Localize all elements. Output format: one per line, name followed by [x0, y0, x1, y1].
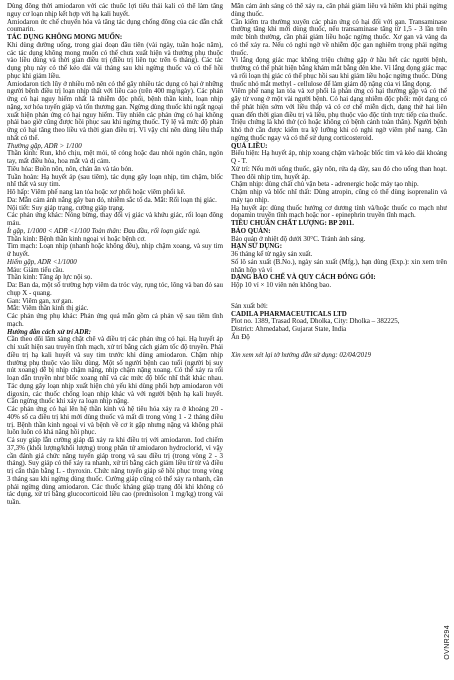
left-paragraph: Tiêu hóa: Buồn nôn, nôn, chán ăn và táo bón.	[7, 164, 134, 173]
left-subheading: Hướng dẫn cách xử trí ADR:	[7, 327, 92, 336]
left-paragraph: Thần kinh: Run, khó chịu, mệt mỏi, tê cóng hoặc đau nhói ngón chân, ngón tay, mất điều hòa, hoa mắt và dị cảm.	[7, 149, 223, 165]
right-paragraph: Viêm phế nang lan tỏa và xơ phổi là phản ứng có hại thường gặp và có thể gây tử vong ở một vài người bệnh. Có hai dạng nhiễm độc phổi: một dạng có thể phát hiện sớm với liều thấp và có cơ chế miễn dịch, dạng thứ hai liên quan đến thời gian điều trị và liều, phụ thuộc vào độc tính trực tiếp của thuốc. Triệu chứng là khó thở (có hoặc không có bệnh cảnh toàn thân). Người bệnh khó thở cần được kiểm tra kỹ lưỡng khi có nghi ngờ viêm phế nang. Cần ngừng thuốc ngay và có thể sử dụng corticosteroid.	[231, 87, 447, 142]
right-paragraph: Vì lắng đọng giác mạc không triệu chứng gặp ở hầu hết các người bệnh, thường có thể phát hiện bằng khám mắt bằng đèn khe. Vì lắng đọng giác mạc và rối loạn thị giác có thể phục hồi sau khi giảm liều hoặc ngừng thuốc. Dùng thuốc nhỏ mắt methyl - cellulose để làm giảm độ nặng của vi lắng đọng.	[231, 56, 447, 88]
left-subheading: Hiếm gặp, ADR <1/1000	[7, 257, 77, 266]
right-column	[231, 3, 447, 680]
left-paragraph: Thần kinh: Tăng áp lực nội sọ.	[7, 273, 93, 282]
right-section-heading: DẠNG BÀO CHẾ VÀ QUY CÁCH ĐÓNG GÓI:	[231, 273, 376, 282]
left-paragraph: Mắt: Viêm thần kinh thị giác.	[7, 304, 89, 313]
left-paragraph: Nội tiết: Suy giáp trạng, cường giáp trạng.	[7, 203, 125, 212]
left-subheading: Ít gặp, 1/1000 < ADR <1/100 Toàn thân: Đau đầu, rối loạn giấc ngủ.	[7, 226, 201, 235]
left-paragraph: Da: Mẫn cảm ánh nắng gây ban đỏ, nhiễm sắc tố da. Mắt: Rối loạn thị giác.	[7, 195, 217, 204]
left-column	[7, 3, 223, 680]
left-section-heading: TÁC DỤNG KHÔNG MONG MUỐN:	[7, 33, 123, 41]
side-print-code: OVNR294	[444, 625, 451, 660]
right-paragraph: Bảo quản ở nhiệt độ dưới 30°C. Tránh ánh sáng.	[231, 234, 366, 243]
left-paragraph: Amiodaron tích lũy ở nhiều mô nên có thể gây nhiều tác dụng có hại ở những người bệnh điều trị loạn nhịp thất với liều cao (trên 400 mg/ngày). Các phản ứng có hại nguy hiểm nhất là nhiễm độc phổi, bệnh thần kinh, loạn nhịp nặng, xơ hóa tuyến giáp và tổn thương gan. Ngừng dùng thuốc khi ngất ngoại xuất hiện phản ứng có hại nguy hiểm. Tùy nhiên các phản ứng có hại không phải bao giờ cũng được hồi phục sau khi ngừng thuốc. Tỷ lệ và mức độ phản ứng có hại tăng theo liều và thời gian điều trị. Vì vậy chỉ nên dùng liều thấp nhất có thể.	[7, 79, 223, 142]
left-paragraph: Máu: Giảm tiểu cầu.	[7, 265, 65, 274]
right-paragraph: Xử trí: Nếu mới uống thuốc, gây nôn, rửa dạ dày, sau đó cho uống than hoạt. Theo dõi nhịp tim, huyết áp.	[231, 164, 447, 181]
right-section-heading: HẠN SỬ DỤNG:	[231, 242, 283, 251]
left-paragraph: Tim mạch: Loạn nhịp (nhanh hoặc không đều), nhịp chậm xoang, và suy tim ứ huyết.	[7, 242, 223, 258]
left-paragraph: Cả suy giáp lẫn cường giáp đã xảy ra khi điều trị với amiodaron. Iod chiếm 37,3% (khối lượng/khối lượng) trong phân tử amiodaron hydroclorid, vì vậy cần đánh giá chức năng tuyến giáp trong và sau điều trị (trong vòng 2 - 3 tháng). Suy giáp có thể xảy ra nhanh, xử trí bằng cách giảm liều từ từ và điều trị cẩn thận bằng L - thyroxin. Chức năng tuyến giáp sẽ hồi phục trong vòng 3 tháng sau khi ngừng dùng thuốc. Cường giáp cũng có thể xảy ra nhanh, cần phải ngừng dùng amiodaron. Các thuốc kháng giáp trạng đôi khi không có tác dụng, xử trí bằng glucocorticoid liều cao (prednisolon 1 mg/kg) trong vài tuần.	[7, 436, 223, 506]
left-paragraph: Các phản ứng có hại lên hệ thần kinh và hệ tiêu hóa xảy ra ở khoảng 20 - 40% số ca điều trị khi mới dùng thuốc và mất đi trong vòng 1 - 2 tháng điều trị. Bệnh thần kinh ngoại vi và bệnh về cơ ít gặp nhưng nặng và không phải luôn luôn có khả năng hồi phục.	[7, 405, 223, 437]
left-paragraph: Các phản ứng khác: Nóng bừng, thay đổi vị giác và khứu giác, rối loạn đông máu.	[7, 211, 223, 227]
left-paragraph: Tuần hoàn: Hạ huyết áp (sau tiêm), tác dụng gây loạn nhịp, tim chậm, blốc nhĩ thất và suy tim.	[7, 172, 223, 189]
manufacturer-address-line-2: District: Ahmedabad, Gujarat State, India	[231, 325, 347, 333]
right-paragraph: Hộp 10 vỉ × 10 viên nén không bao.	[231, 281, 332, 289]
manufacturer-name: CADILA PHARMACEUTICALS LTD	[231, 309, 347, 318]
right-paragraph: Chậm nhịp: dùng chất chủ vận beta - adrenergic hoặc máy tạo nhịp.	[231, 180, 419, 189]
right-paragraph: Hạ huyết áp: dùng thuốc hướng cơ dương tính và/hoặc thuốc co mạch như dopamin truyền tĩnh mạch hoặc nor - epinephrin truyền tĩnh mạch.	[231, 203, 447, 220]
right-paragraph: Chậm nhịp và blốc nhĩ thất: Dùng atropin, cũng có thể dùng isoprenalin và máy tạo nhịp.	[231, 188, 447, 204]
revision-date: Xin xem xét lại tờ hướng dẫn sử dụng: 02/04/2019	[231, 350, 372, 359]
left-paragraph: Dùng đồng thời amiodaron với các thuốc lợi tiểu thải kali có thể làm tăng nguy cơ loạn nhịp kết hợp với hạ kali huyết.	[7, 3, 223, 18]
manufacturer-heading: Sản xuất bởi:	[231, 301, 268, 310]
right-section-heading: QUÁ LIỀU:	[231, 141, 268, 150]
left-paragraph: Cần theo dõi lâm sàng chặt chẽ và điều trị các phản ứng có hại. Hạ huyết áp chỉ xuất hiện sau truyền tĩnh mạch, xử trí bằng cách giảm tốc độ truyền. Phải điều trị hạ kali huyết và suy tim trước khi dùng amiodaron. Chậm nhịp thường phụ thuộc vào liều dùng. Một số người bệnh cao tuổi (người bị suy nút xoang) dễ bị nhịp chậm nặng, nhịp chậm nặng xoang. Có thể xảy ra rối loạn dẫn truyền như blốc xoang nhĩ và các mức độ blốc nhĩ thất khác nhau. Tác dụng gây loạn nhịp xuất hiện chủ yếu khi dùng phối hợp amiodaron với digoxin, các thuốc chống loạn nhịp khác và với người bệnh hạ kali huyết. Cần ngừng thuốc khi xảy ra loạn nhịp nặng.	[7, 335, 223, 406]
right-paragraph: Số lô sản xuất (B.No.), ngày sản xuất (Mfg.), hạn dùng (Exp.): xin xem trên nhãn hộp và vỉ	[231, 257, 447, 274]
right-paragraph: Mẫn cảm ánh sáng có thể xảy ra, cần phải giảm liều và hiếm khi phải ngừng dùng thuốc.	[231, 3, 447, 18]
right-section-heading: BẢO QUẢN:	[231, 226, 271, 235]
left-paragraph: Hô hấp: Viêm phế nang lan tỏa hoặc xơ phổi hoặc viêm phổi kẽ.	[7, 188, 186, 196]
right-paragraph: 36 tháng kể từ ngày sản xuất.	[231, 250, 313, 258]
left-paragraph: Da: Ban da, một số trường hợp viêm da tróc vảy, rụng tóc, lông và ban đỏ sau chụp X - quang.	[7, 281, 223, 297]
right-paragraph: Cần kiểm tra thường xuyên các phản ứng có hại đối với gan. Transaminase thường tăng khi mới dùng thuốc, nếu transaminase tăng từ 1,5 - 3 lần trên mức bình thường, cần phải giảm liều hoặc ngừng thuốc. Xơ gan và vàng da có thể xảy ra. Nếu có nghi ngờ về nhiễm độc gan nghiêm trọng phải ngừng thuốc.	[231, 17, 447, 57]
manufacturer-address-line-1: Plot no. 1389, Trasad Road, Dholka, City: Dholka – 382225,	[231, 317, 400, 326]
left-paragraph: Thần kinh: Bệnh thần kinh ngoại vi hoặc bệnh cơ.	[7, 234, 146, 243]
right-column-text	[231, 3, 447, 290]
left-paragraph: Các phản ứng phụ khác: Phản ứng quá mẫn gồm cả phản vệ sau tiêm tĩnh mạch.	[7, 312, 223, 328]
right-paragraph: Biểu hiện: Hạ huyết áp, nhịp xoang chậm và/hoặc blốc tim và kéo dài khoảng Q - T.	[231, 149, 447, 165]
left-paragraph: Amiodaron ức chế chuyển hóa và tăng tác dụng chống đông của các dẫn chất coumarin.	[7, 17, 223, 34]
manufacturer-country: Ấn Độ	[231, 332, 250, 341]
left-paragraph: Gan: Viêm gan, xơ gan.	[7, 296, 73, 305]
right-section-heading: TIÊU CHUẨN CHẤT LƯỢNG: BP 2011.	[231, 219, 354, 227]
left-subheading: Thường gặp, ADR > 1/100	[7, 141, 82, 150]
left-paragraph: Khi dùng đường uống, trong giai đoạn đầu tiên (vài ngày, tuần hoặc năm), các tác dụng không mong muốn có thể chưa xuất hiện và thường phụ thuộc vào liều dùng và thời gian điều trị (điều trị liên tục trên 6 tháng). Các tác dụng phụ này có thể kéo dài vài tháng sau khi ngừng thuốc và có thể hồi phục khi giảm liều.	[7, 40, 223, 80]
